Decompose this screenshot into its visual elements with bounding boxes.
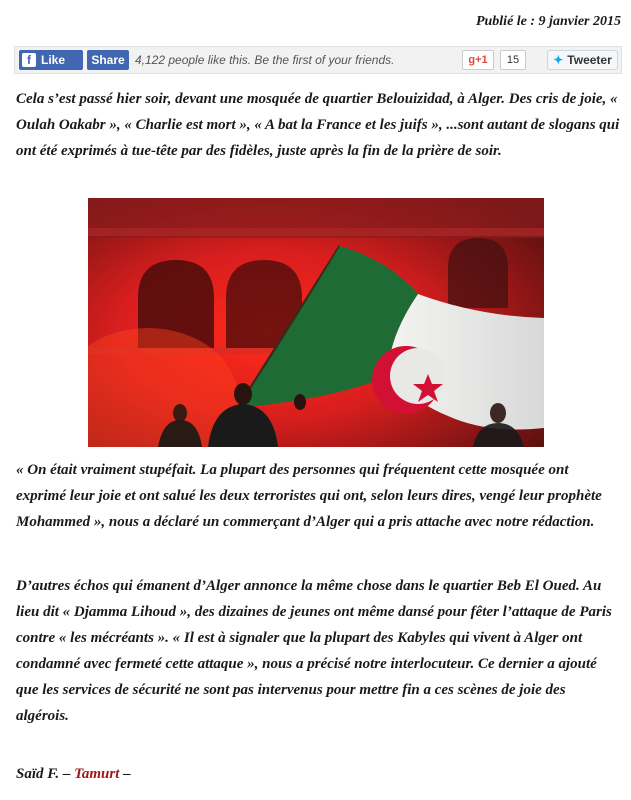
facebook-like-button[interactable]: [19, 50, 83, 70]
facebook-icon: f: [22, 53, 36, 67]
article-paragraph-2: « On était vraiment stupéfait. La plupart des personnes qui fréquentent cette mosquée ont exprimé leur joie et ont salué les deux terroristes qui ont, selon leurs dires, vengé leur prophète Mohammed », nous a déclaré un commerçant d’Alger qui a pris attache avec notre rédaction.: [16, 462, 602, 530]
facebook-like-count: 4,122 people like this. Be the first of your friends.: [135, 53, 395, 67]
publish-date: Publié le : 9 janvier 2015: [475, 14, 621, 29]
like-label: Like: [41, 53, 66, 67]
algerian-flag-crowd-image: [88, 198, 544, 447]
source-link-tamurt[interactable]: Tamurt: [74, 766, 120, 782]
tweet-label: Tweeter: [567, 53, 612, 67]
article-signature: [16, 766, 131, 783]
google-plus-icon: g+1: [468, 54, 488, 66]
author-name: Saïd F. –: [16, 766, 75, 782]
facebook-share-button[interactable]: Share: [87, 50, 129, 70]
social-share-bar: [14, 46, 622, 74]
twitter-bird-icon: ✦: [553, 53, 564, 67]
signature-suffix: –: [119, 766, 131, 782]
google-plus-count: 15: [500, 50, 526, 70]
tweet-button[interactable]: [547, 50, 618, 70]
google-plus-button[interactable]: [462, 50, 494, 70]
article-photo: [88, 198, 544, 447]
article-paragraph-1: Cela s’est passé hier soir, devant une mosquée de quartier Belouizidad, à Alger. Des cris de joie, « Oulah Oakabr », « Charlie est mort », « A bat la France et les juifs », ...sont autant de slogans qui ont été exprimés à tue-tête par des fidèles, juste après la fin de la prière de soir.: [16, 91, 620, 159]
article-paragraph-3: D’autres échos qui émanent d’Alger annonce la même chose dans le quartier Beb El Oued. Au lieu dit « Djamma Lihoud », des dizaines de jeunes ont même dansé pour fêter l’attaque de Paris contre « les mécréants ». « Il est à signaler que la plupart des Kabyles qui vivent à Alger ont condamné avec fermeté cette attaque », nous a précisé notre interlocuteur. Ce dernier a ajouté que les services de sécurité ne sont pas intervenus pour mettre fin a ces scènes de joie des algérois.: [16, 578, 612, 724]
